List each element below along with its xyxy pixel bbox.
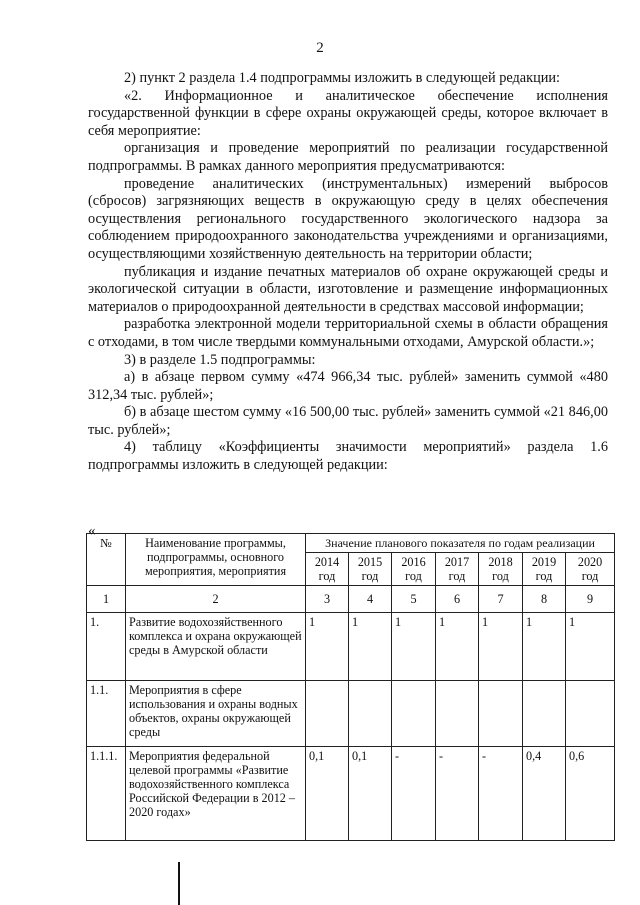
header-year: 2018 год [479,553,523,586]
paragraph: проведение аналитических (инструментальных) измерений выбросов (сбросов) загрязняющих веществ в окружающую среду в целях обеспечения осуществления регионального государственного экологического надзора за соблюдением природоохранного законодательства учреждениями и организациями, осуществляющими хозяйственную деятельность на территории области; [88,175,608,262]
table-row [87,613,615,681]
row-value: 0,6 [566,747,615,841]
column-index-row [87,586,615,613]
page-number: 2 [316,40,324,56]
header-year: 2017 год [436,553,479,586]
header-plan-values: Значение планового показателя по годам реализации [306,534,615,553]
row-name: Мероприятия федеральной целевой программы «Развитие водохозяйственного комплекса Российской Федерации в 2012 – 2020 годах» [126,747,306,841]
paragraph: разработка электронной модели территориальной схемы в области обращения с отходами, в том числе твердыми коммунальными отходами, Амурской области.»; [88,316,608,350]
header-number: № [87,534,126,586]
header-year: 2014 год [306,553,349,586]
significance-coefficients-table [86,533,615,841]
row-value: 1 [479,613,523,681]
column-index: 4 [349,586,392,613]
row-number: 1.1. [87,681,126,747]
row-value [392,681,436,747]
row-value: - [436,747,479,841]
column-index: 2 [126,586,306,613]
paragraph: «2. Информационное и аналитическое обеспечение исполнения государственной функции в сфере охраны окружающей среды, которое включает в себя мероприятие: [88,87,608,139]
paragraph: публикация и издание печатных материалов об охране окружающей среды и экологической ситуации в области, изготовление и размещение информационных материалов о природоохранной деятельности в средствах массовой информации; [88,263,608,315]
row-value: 0,1 [349,747,392,841]
paragraph: 3) в разделе 1.5 подпрограммы: [124,351,316,368]
row-value: 1 [306,613,349,681]
row-name: Мероприятия в сфере использования и охраны водных объектов, охраны окружающей среды [126,681,306,747]
paragraph: организация и проведение мероприятий по реализации государственной подпрограммы. В рамках данного мероприятия предусматриваются: [88,140,608,174]
row-value: 1 [349,613,392,681]
column-index: 3 [306,586,349,613]
row-number: 1. [87,613,126,681]
row-value: 1 [566,613,615,681]
header-year: 2016 год [392,553,436,586]
row-value [566,681,615,747]
table-row [87,747,615,841]
table-row [87,681,615,747]
row-value [306,681,349,747]
row-value [479,681,523,747]
row-name: Развитие водохозяйственного комплекса и охрана окружающей среды в Амурской области [126,613,306,681]
quote-open-mark: « [88,523,96,539]
row-value: - [392,747,436,841]
column-index: 1 [87,586,126,613]
row-value: 0,4 [523,747,566,841]
row-value [436,681,479,747]
column-index: 9 [566,586,615,613]
row-value [523,681,566,747]
row-value: 0,1 [306,747,349,841]
header-year: 2020 год [566,553,615,586]
row-value [349,681,392,747]
paragraph: 4) таблицу «Коэффициенты значимости мероприятий» раздела 1.6 подпрограммы изложить в следующей редакции: [88,439,608,474]
row-value: 1 [523,613,566,681]
row-value: - [479,747,523,841]
row-value: 1 [436,613,479,681]
header-name: Наименование программы, подпрограммы, основного мероприятия, мероприятия [126,534,306,586]
column-index: 7 [479,586,523,613]
column-index: 5 [392,586,436,613]
scan-artifact-line [178,862,180,905]
table-header-row [87,534,615,553]
paragraph: б) в абзаце шестом сумму «16 500,00 тыс. рублей» заменить суммой «21 846,00 тыс. рублей»; [88,404,608,438]
header-year: 2015 год [349,553,392,586]
paragraph: 2) пункт 2 раздела 1.4 подпрограммы изложить в следующей редакции: [124,70,561,86]
paragraph: а) в абзаце первом сумму «474 966,34 тыс. рублей» заменить суммой «480 312,34 тыс. рублей»; [88,369,608,403]
document-body [88,70,608,475]
row-number: 1.1.1. [87,747,126,841]
column-index: 8 [523,586,566,613]
column-index: 6 [436,586,479,613]
row-value: 1 [392,613,436,681]
header-year: 2019 год [523,553,566,586]
